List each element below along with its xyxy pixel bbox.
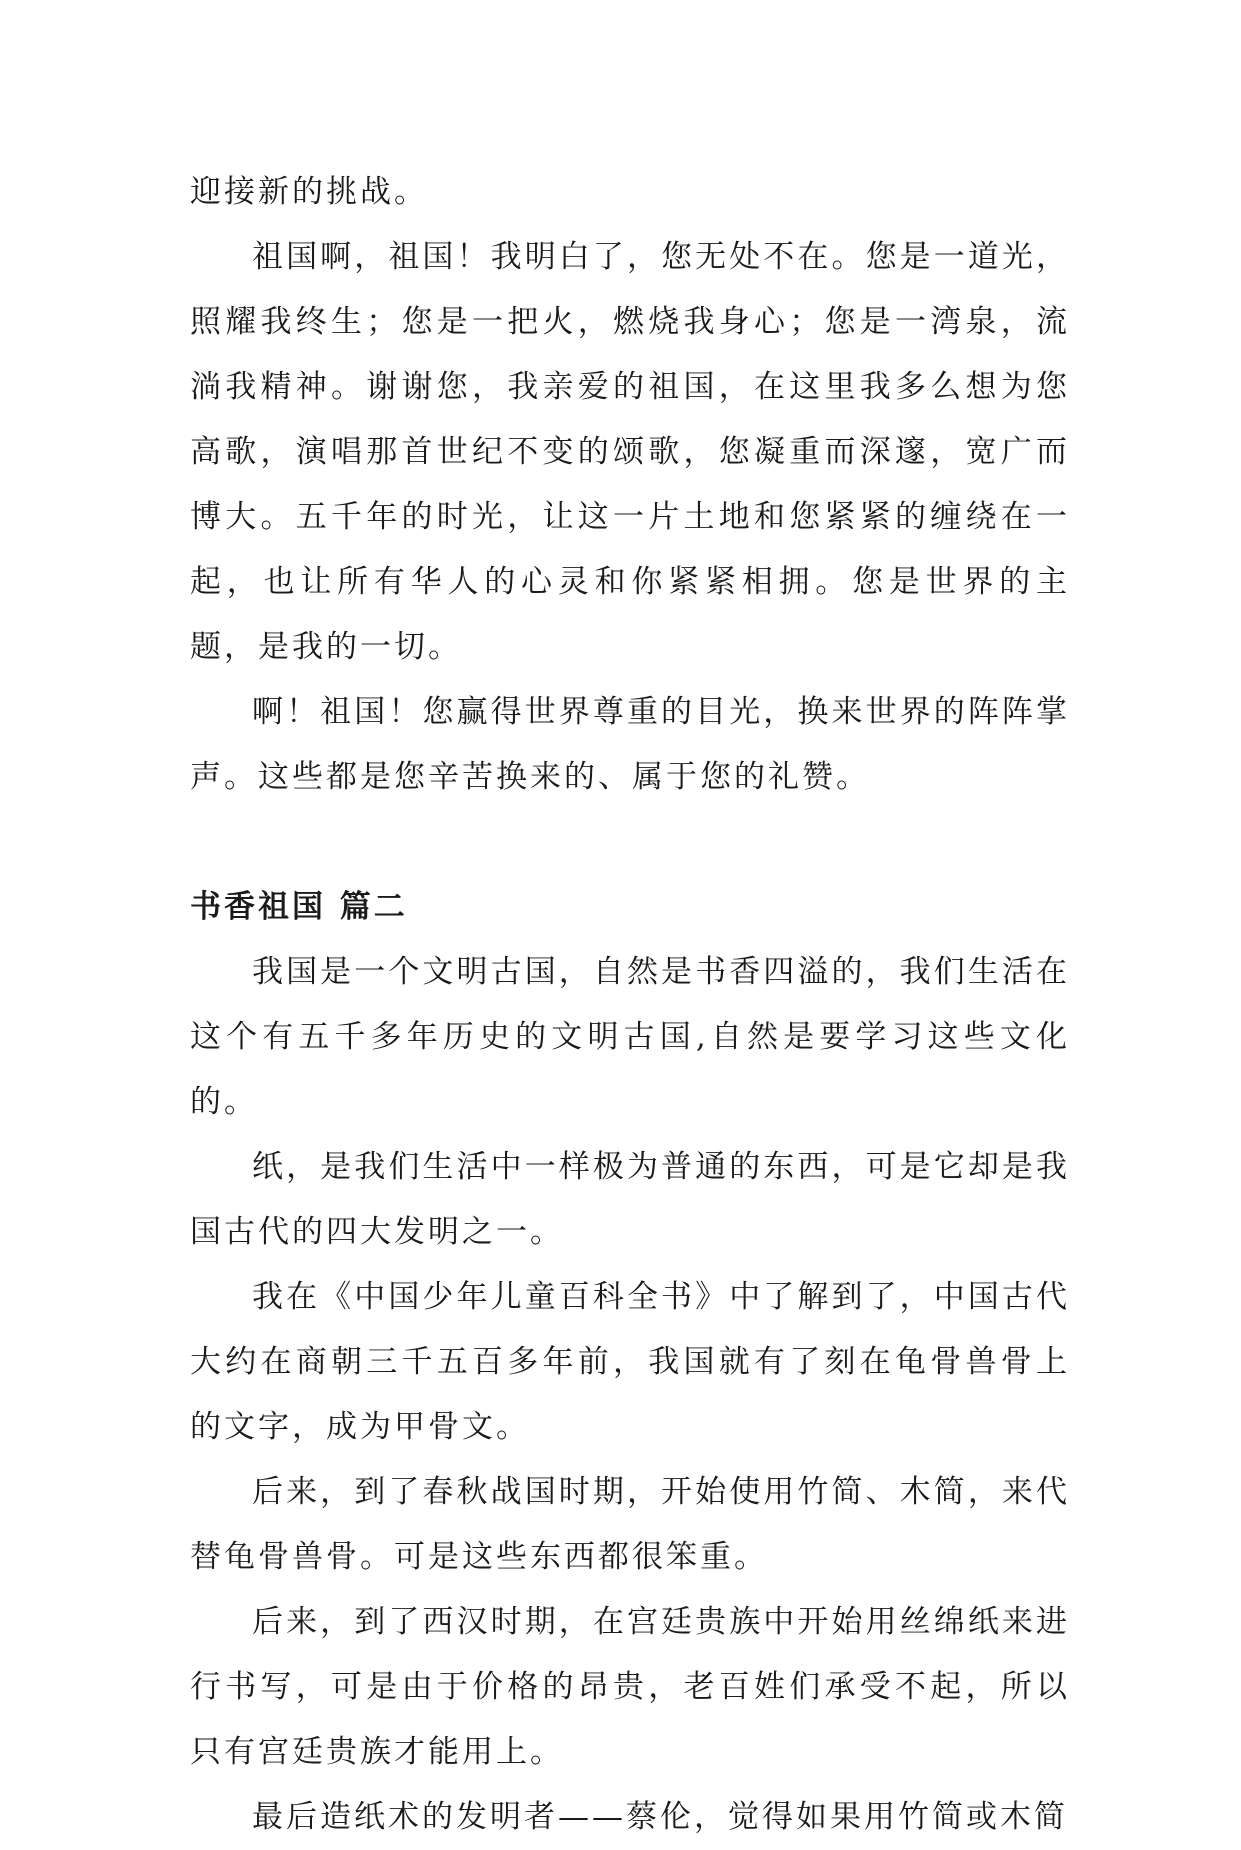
section-title: 书香祖国 篇二 [190, 889, 408, 925]
paragraph: 祖国啊，祖国！我明白了，您无处不在。您是一道光，照耀我终生；您是一把火，燃烧我身心；您是一湾泉，流淌我精神。谢谢您，我亲爱的祖国，在这里我多么想为您高歌，演唱那首世纪不变的颂歌，您凝重而深邃，宽广而博大。五千年的时光，让这一片土地和您紧紧的缠绕在一起，也让所有华人的心灵和你紧紧相拥。您是世界的主题，是我的一切。 [190, 239, 1070, 665]
paragraph: 后来，到了春秋战国时期，开始使用竹简、木简，来代替龟骨兽骨。可是这些东西都很笨重。 [190, 1474, 1070, 1575]
document-body [190, 160, 1070, 1850]
paragraph-continuation: 迎接新的挑战。 [190, 174, 428, 210]
paragraph: 最后造纸术的发明者——蔡伦，觉得如果用竹简或木简 [252, 1799, 1068, 1835]
paragraph: 啊！祖国！您赢得世界尊重的目光，换来世界的阵阵掌声。这些都是您辛苦换来的、属于您的礼赞。 [190, 694, 1070, 795]
paragraph: 我在《中国少年儿童百科全书》中了解到了，中国古代大约在商朝三千五百多年前，我国就有了刻在龟骨兽骨上的文字，成为甲骨文。 [190, 1279, 1070, 1445]
paragraph: 纸，是我们生活中一样极为普通的东西，可是它却是我国古代的四大发明之一。 [190, 1149, 1070, 1250]
paragraph: 我国是一个文明古国，自然是书香四溢的，我们生活在这个有五千多年历史的文明古国,自然是要学习这些文化的。 [190, 954, 1070, 1120]
paragraph: 后来，到了西汉时期，在宫廷贵族中开始用丝绵纸来进行书写，可是由于价格的昂贵，老百姓们承受不起，所以只有宫廷贵族才能用上。 [190, 1604, 1070, 1770]
